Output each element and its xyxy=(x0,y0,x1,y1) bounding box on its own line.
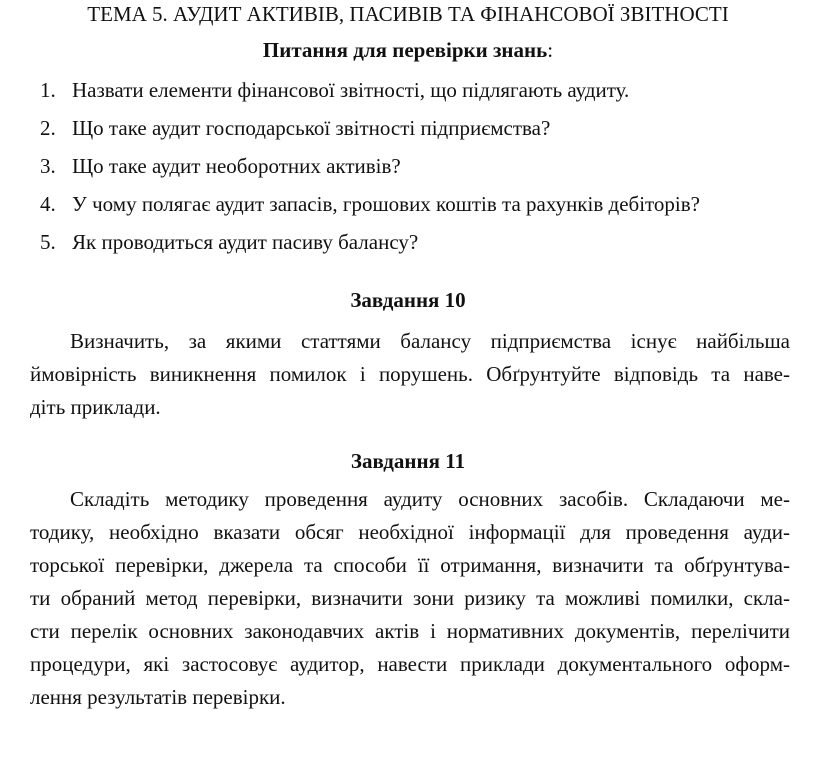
paragraph-line: ймовірність виникнення помилок і порушень. Обґрунтуйте відповідь та наве- xyxy=(30,362,790,386)
questions-heading xyxy=(0,38,816,63)
paragraph-line: лення результатів перевірки. xyxy=(30,685,286,709)
task10-heading: Завдання 10 xyxy=(350,288,466,312)
question-text: Що таке аудит необоротних активів? xyxy=(72,154,401,178)
question-text: Що таке аудит господарської звітності підприємства? xyxy=(72,116,551,140)
paragraph-line: діть приклади. xyxy=(30,395,161,419)
questions-heading-text: Питання для перевірки знань xyxy=(262,38,548,62)
task10-paragraph xyxy=(30,328,790,427)
question-text: Назвати елементи фінансової звітності, що підлягають аудиту. xyxy=(72,78,630,102)
paragraph-line: процедури, які застосовує аудитор, навести приклади документального оформ- xyxy=(30,652,790,676)
task11-heading: Завдання 11 xyxy=(350,449,466,473)
paragraph-line: сти перелік основних законодавчих актів і нормативних документів, перелічити xyxy=(30,619,790,643)
questions-heading-colon: : xyxy=(547,38,554,62)
question-number: 1. xyxy=(40,78,56,102)
task11-paragraph xyxy=(30,486,790,717)
paragraph-line: Складіть методику проведення аудиту основних засобів. Складаючи ме- xyxy=(70,487,790,511)
question-text: Як проводиться аудит пасиву балансу? xyxy=(72,230,419,254)
question-text: У чому полягає аудит запасів, грошових коштів та рахунків дебіторів? xyxy=(72,192,701,216)
question-number: 3. xyxy=(40,154,56,178)
question-number: 5. xyxy=(40,230,56,254)
page-title: ТЕМА 5. АУДИТ АКТИВІВ, ПАСИВІВ ТА ФІНАНСОВОЇ ЗВІТНОСТІ xyxy=(87,2,729,26)
paragraph-line: ти обраний метод перевірки, визначити зони ризику та можливі помилки, скла- xyxy=(30,586,790,610)
question-number: 4. xyxy=(40,192,56,216)
question-number: 2. xyxy=(40,116,56,140)
paragraph-line: тодику, необхідно вказати обсяг необхідної інформації для проведення ауди- xyxy=(30,520,790,544)
paragraph-line: торської перевірки, джерела та способи її отримання, визначити та обґрунтува- xyxy=(30,553,790,577)
paragraph-line: Визначить, за якими статтями балансу підприємства існує найбільша xyxy=(70,329,790,353)
